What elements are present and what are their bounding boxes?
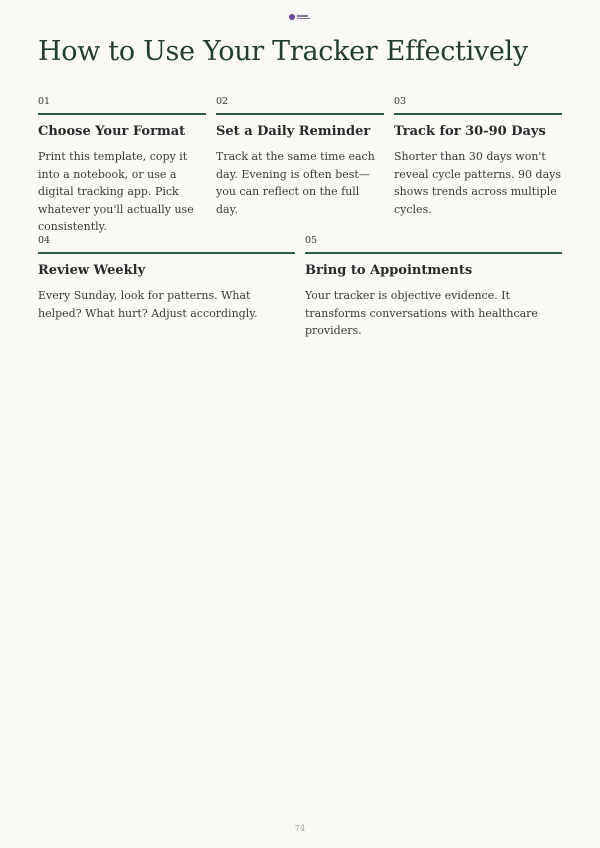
- page-title: How to Use Your Tracker Effectively: [38, 36, 528, 67]
- step-title: Bring to Appointments: [305, 263, 473, 278]
- step-title: Set a Daily Reminder: [216, 124, 371, 139]
- divider: [216, 113, 384, 115]
- brand-logo-wordmark: [297, 15, 310, 19]
- step-body: Print this template, copy it into a notebook, or use a digital tracking app. Pick whatever you'll actually use consistently.: [38, 150, 194, 233]
- step-body: Every Sunday, look for patterns. What helped? What hurt? Adjust accordingly.: [38, 289, 258, 320]
- step-number: 01: [38, 96, 51, 107]
- step-card: [305, 233, 562, 340]
- step-card: [38, 94, 206, 236]
- step-body: Your tracker is objective evidence. It transforms conversations with healthcare providers.: [305, 289, 538, 337]
- step-card: [38, 233, 295, 322]
- step-card: [394, 94, 562, 218]
- step-number: 04: [38, 235, 51, 246]
- step-title: Choose Your Format: [38, 124, 186, 139]
- step-number: 02: [216, 96, 229, 107]
- divider: [394, 113, 562, 115]
- step-title: Track for 30-90 Days: [394, 124, 546, 139]
- step-body: Track at the same time each day. Evening is often best—you can reflect on the full day.: [216, 150, 375, 216]
- step-body: Shorter than 30 days won't reveal cycle patterns. 90 days shows trends across multiple cycles.: [394, 150, 562, 216]
- divider: [38, 252, 295, 254]
- step-title: Review Weekly: [38, 263, 146, 278]
- step-number: 05: [305, 235, 318, 246]
- divider: [38, 113, 206, 115]
- brand-logo: [289, 11, 311, 23]
- step-card: [216, 94, 384, 218]
- step-number: 03: [394, 96, 407, 107]
- page-number: 74: [294, 824, 306, 833]
- divider: [305, 252, 562, 254]
- brand-logo-icon: [289, 14, 295, 20]
